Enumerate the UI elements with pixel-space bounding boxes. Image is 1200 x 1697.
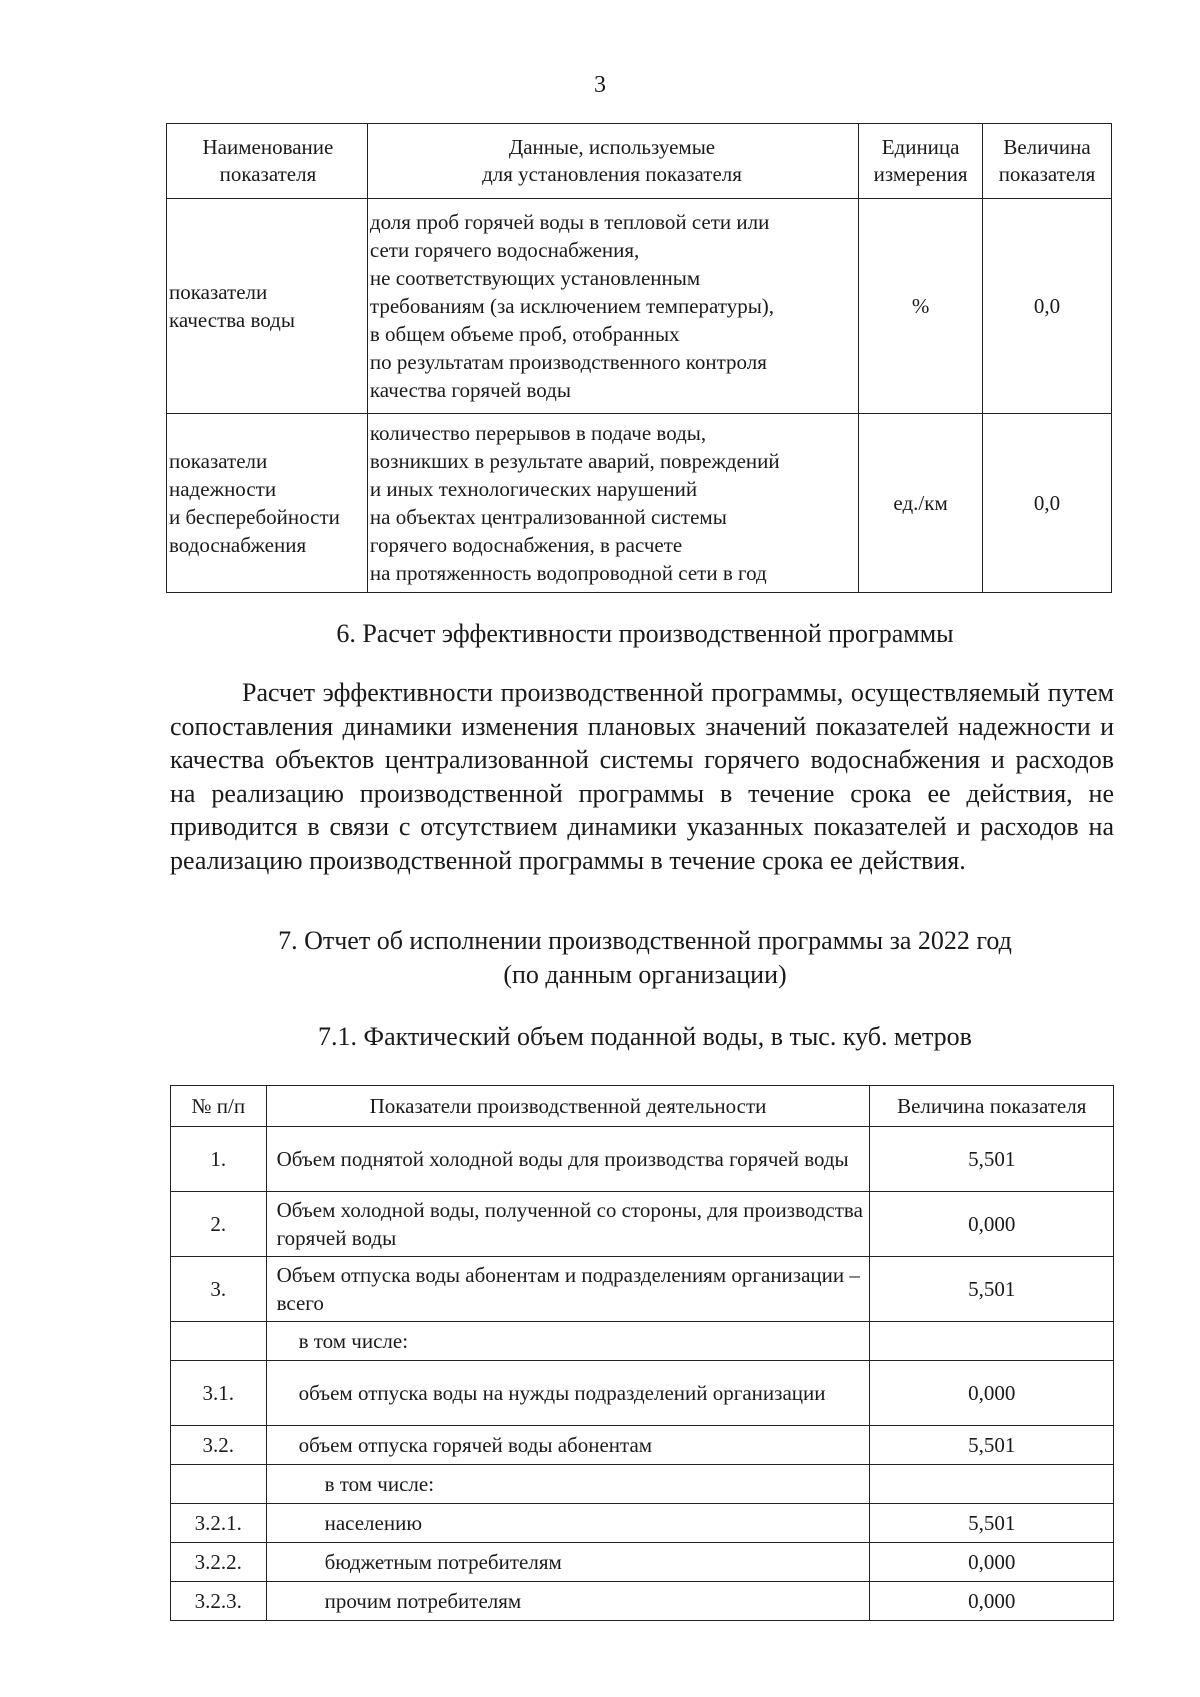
section-6-title: 6. Расчет эффективности производственной программы bbox=[336, 619, 954, 648]
table-row bbox=[171, 1582, 1114, 1621]
page-number: 3 bbox=[594, 72, 606, 98]
row-number: 3.2. bbox=[171, 1426, 267, 1465]
row-value bbox=[870, 1465, 1114, 1504]
indicator-name: показатели надежности и бесперебойности водоснабжения bbox=[167, 414, 368, 593]
row-label: населению bbox=[266, 1504, 870, 1543]
row-number: 3.2.2. bbox=[171, 1543, 267, 1582]
indicator-value: 0,0 bbox=[983, 199, 1112, 414]
indicator-data: доля проб горячей воды в тепловой сети или сети горячего водоснабжения, не соответствующих установленным требованиям (за исключением температуры), в общем объеме проб, отобранных по результатам производственного контроля качества горячей воды bbox=[367, 199, 858, 414]
row-number: 1. bbox=[171, 1127, 267, 1192]
header-value: Величина показателя bbox=[870, 1086, 1114, 1127]
quality-indicators-table bbox=[166, 123, 1112, 593]
header-value: Величина показателя bbox=[983, 124, 1112, 199]
section-7-title: 7. Отчет об исполнении производственной программы за 2022 год bbox=[278, 926, 1012, 955]
header-indicator-name: Наименование показателя bbox=[167, 124, 368, 199]
table-row bbox=[167, 199, 1112, 414]
table-row bbox=[171, 1361, 1114, 1426]
row-number bbox=[171, 1322, 267, 1361]
row-value: 5,501 bbox=[870, 1504, 1114, 1543]
row-value: 0,000 bbox=[870, 1192, 1114, 1257]
indicator-unit: ед./км bbox=[859, 414, 983, 593]
row-label: бюджетным потребителям bbox=[266, 1543, 870, 1582]
table-header-row bbox=[171, 1086, 1114, 1127]
table-row bbox=[167, 414, 1112, 593]
row-label: объем отпуска горячей воды абонентам bbox=[266, 1426, 870, 1465]
row-number: 2. bbox=[171, 1192, 267, 1257]
water-volume-table bbox=[170, 1085, 1114, 1621]
indicator-unit: % bbox=[859, 199, 983, 414]
row-value: 0,000 bbox=[870, 1361, 1114, 1426]
row-value: 0,000 bbox=[870, 1543, 1114, 1582]
table-row bbox=[171, 1127, 1114, 1192]
row-label: Объем отпуска воды абонентам и подразделениям организации – всего bbox=[266, 1257, 870, 1322]
row-number bbox=[171, 1465, 267, 1504]
row-label: Объем поднятой холодной воды для производства горячей воды bbox=[266, 1127, 870, 1192]
row-number: 3. bbox=[171, 1257, 267, 1322]
row-label: прочим потребителям bbox=[266, 1582, 870, 1621]
row-value: 5,501 bbox=[870, 1127, 1114, 1192]
row-number: 3.1. bbox=[171, 1361, 267, 1426]
table-row bbox=[171, 1504, 1114, 1543]
table-row bbox=[171, 1543, 1114, 1582]
row-label: в том числе: bbox=[266, 1465, 870, 1504]
indicator-name: показатели качества воды bbox=[167, 199, 368, 414]
section-7-1-subtitle: 7.1. Фактический объем поданной воды, в тыс. куб. метров bbox=[318, 1022, 972, 1051]
section-7-title-note: (по данным организации) bbox=[503, 960, 787, 989]
table-row bbox=[171, 1465, 1114, 1504]
row-label: объем отпуска воды на нужды подразделений организации bbox=[266, 1361, 870, 1426]
section-6-paragraph: Расчет эффективности производственной программы, осуществляемый путем сопоставления динамики изменения плановых значений показателей надежности и качества объектов централизованной системы горячего водоснабжения и расходов на реализацию производственной программы в течение срока ее действия, не приводится в связи с отсутствием динамики указанных показателей и расходов на реализацию производственной программы в течение срока ее действия. bbox=[170, 678, 1114, 875]
header-indicators: Показатели производственной деятельности bbox=[266, 1086, 870, 1127]
row-value: 5,501 bbox=[870, 1257, 1114, 1322]
table-row bbox=[171, 1426, 1114, 1465]
row-number: 3.2.3. bbox=[171, 1582, 267, 1621]
header-data-used: Данные, используемые для установления показателя bbox=[367, 124, 858, 199]
row-label: в том числе: bbox=[266, 1322, 870, 1361]
indicator-data: количество перерывов в подаче воды, возникших в результате аварий, повреждений и иных технологических нарушений на объектах централизованной системы горячего водоснабжения, в расчете на протяженность водопроводной сети в год bbox=[367, 414, 858, 593]
table-row bbox=[171, 1192, 1114, 1257]
row-label: Объем холодной воды, полученной со стороны, для производства горячей воды bbox=[266, 1192, 870, 1257]
header-number: № п/п bbox=[171, 1086, 267, 1127]
row-value: 5,501 bbox=[870, 1426, 1114, 1465]
header-unit: Единица измерения bbox=[859, 124, 983, 199]
row-value bbox=[870, 1322, 1114, 1361]
table-row bbox=[171, 1322, 1114, 1361]
row-number: 3.2.1. bbox=[171, 1504, 267, 1543]
table-row bbox=[171, 1257, 1114, 1322]
indicator-value: 0,0 bbox=[983, 414, 1112, 593]
row-value: 0,000 bbox=[870, 1582, 1114, 1621]
table-header-row bbox=[167, 124, 1112, 199]
